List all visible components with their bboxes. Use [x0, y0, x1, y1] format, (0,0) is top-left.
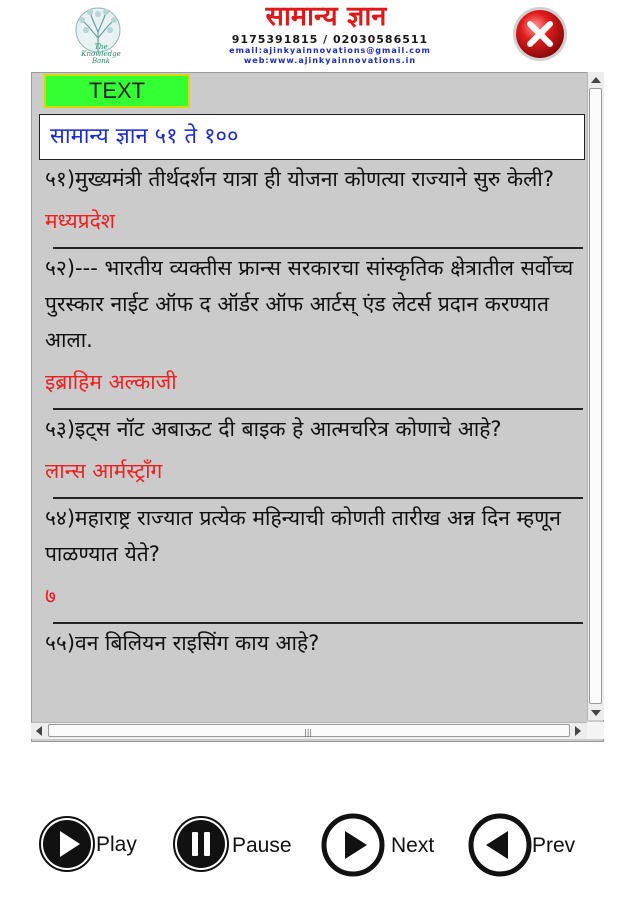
scroll-right-arrow-icon[interactable] [575, 726, 581, 736]
pause-icon [172, 815, 230, 873]
scroll-down-arrow-icon[interactable] [591, 710, 601, 716]
answer-text: मध्यप्रदेश [45, 209, 116, 233]
contact-website: web:www.ajinkyainnovations.in [243, 56, 417, 65]
scroll-left-arrow-icon[interactable] [36, 726, 42, 736]
list-item [39, 499, 585, 624]
question-text: ५४)महाराष्ट्र राज्यात प्रत्येक महिन्याची कोणती तारीख अन्न दिन म्हणून पाळण्यात येते? [45, 506, 561, 566]
prev-icon [468, 813, 532, 877]
app-title: सामान्य ज्ञान [265, 1, 387, 32]
close-x-icon[interactable] [511, 5, 569, 63]
play-icon [38, 815, 96, 873]
next-button[interactable] [321, 815, 441, 881]
list-item [39, 249, 585, 410]
pause-button[interactable] [172, 815, 302, 881]
next-icon [321, 813, 385, 877]
vertical-scroll-thumb[interactable] [589, 88, 602, 704]
play-label: Play [96, 833, 137, 856]
play-button[interactable] [38, 815, 148, 881]
app-header [0, 0, 642, 72]
topic-title: सामान्य ज्ञान ५१ ते १०० [39, 114, 585, 160]
question-text: ५२)--- भारतीय व्यक्तीस फ्रान्स सरकारचा सांस्कृतिक क्षेत्रातील सर्वोच्च पुरस्कार नाईट ऑफ द ऑर्डर ऑफ आर्टस् एंड लेटर्स प्रदान करण्यात आला. [45, 256, 574, 352]
question-text: ५३)इट्स नॉट अबाऊट दी बाइक हे आत्मचरित्र कोणाचे आहे? [45, 417, 502, 441]
answer-text: ७ [45, 584, 56, 608]
prev-button[interactable] [468, 815, 588, 881]
contact-phones: 9175391815 / 02030586511 [231, 33, 429, 46]
question-text: ५५)वन बिलियन राइसिंग काय आहे? [45, 631, 320, 655]
list-item [39, 624, 585, 661]
prev-label: Prev [532, 834, 576, 857]
answer-text: इब्राहिम अल्काजी [45, 370, 177, 394]
qa-list[interactable] [39, 160, 585, 720]
list-item [39, 160, 585, 249]
logo-text: The Knowledge Bank [81, 43, 121, 65]
list-item [39, 410, 585, 499]
question-text: ५१)मुख्यमंत्री तीर्थदर्शन यात्रा ही योजना कोणत्या राज्याने सुरु केली? [45, 167, 554, 191]
content-type-badge[interactable]: TEXT [44, 74, 190, 108]
pause-label: Pause [232, 834, 292, 857]
scroll-up-arrow-icon[interactable] [591, 77, 601, 83]
next-label: Next [391, 834, 435, 857]
scrollbar-corner [587, 722, 604, 739]
scroll-grip-icon: ||| [304, 728, 313, 737]
contact-email: email:ajinkyainnovations@gmail.com [229, 46, 431, 55]
answer-text: लान्स आर्मस्ट्राँग [45, 459, 163, 483]
